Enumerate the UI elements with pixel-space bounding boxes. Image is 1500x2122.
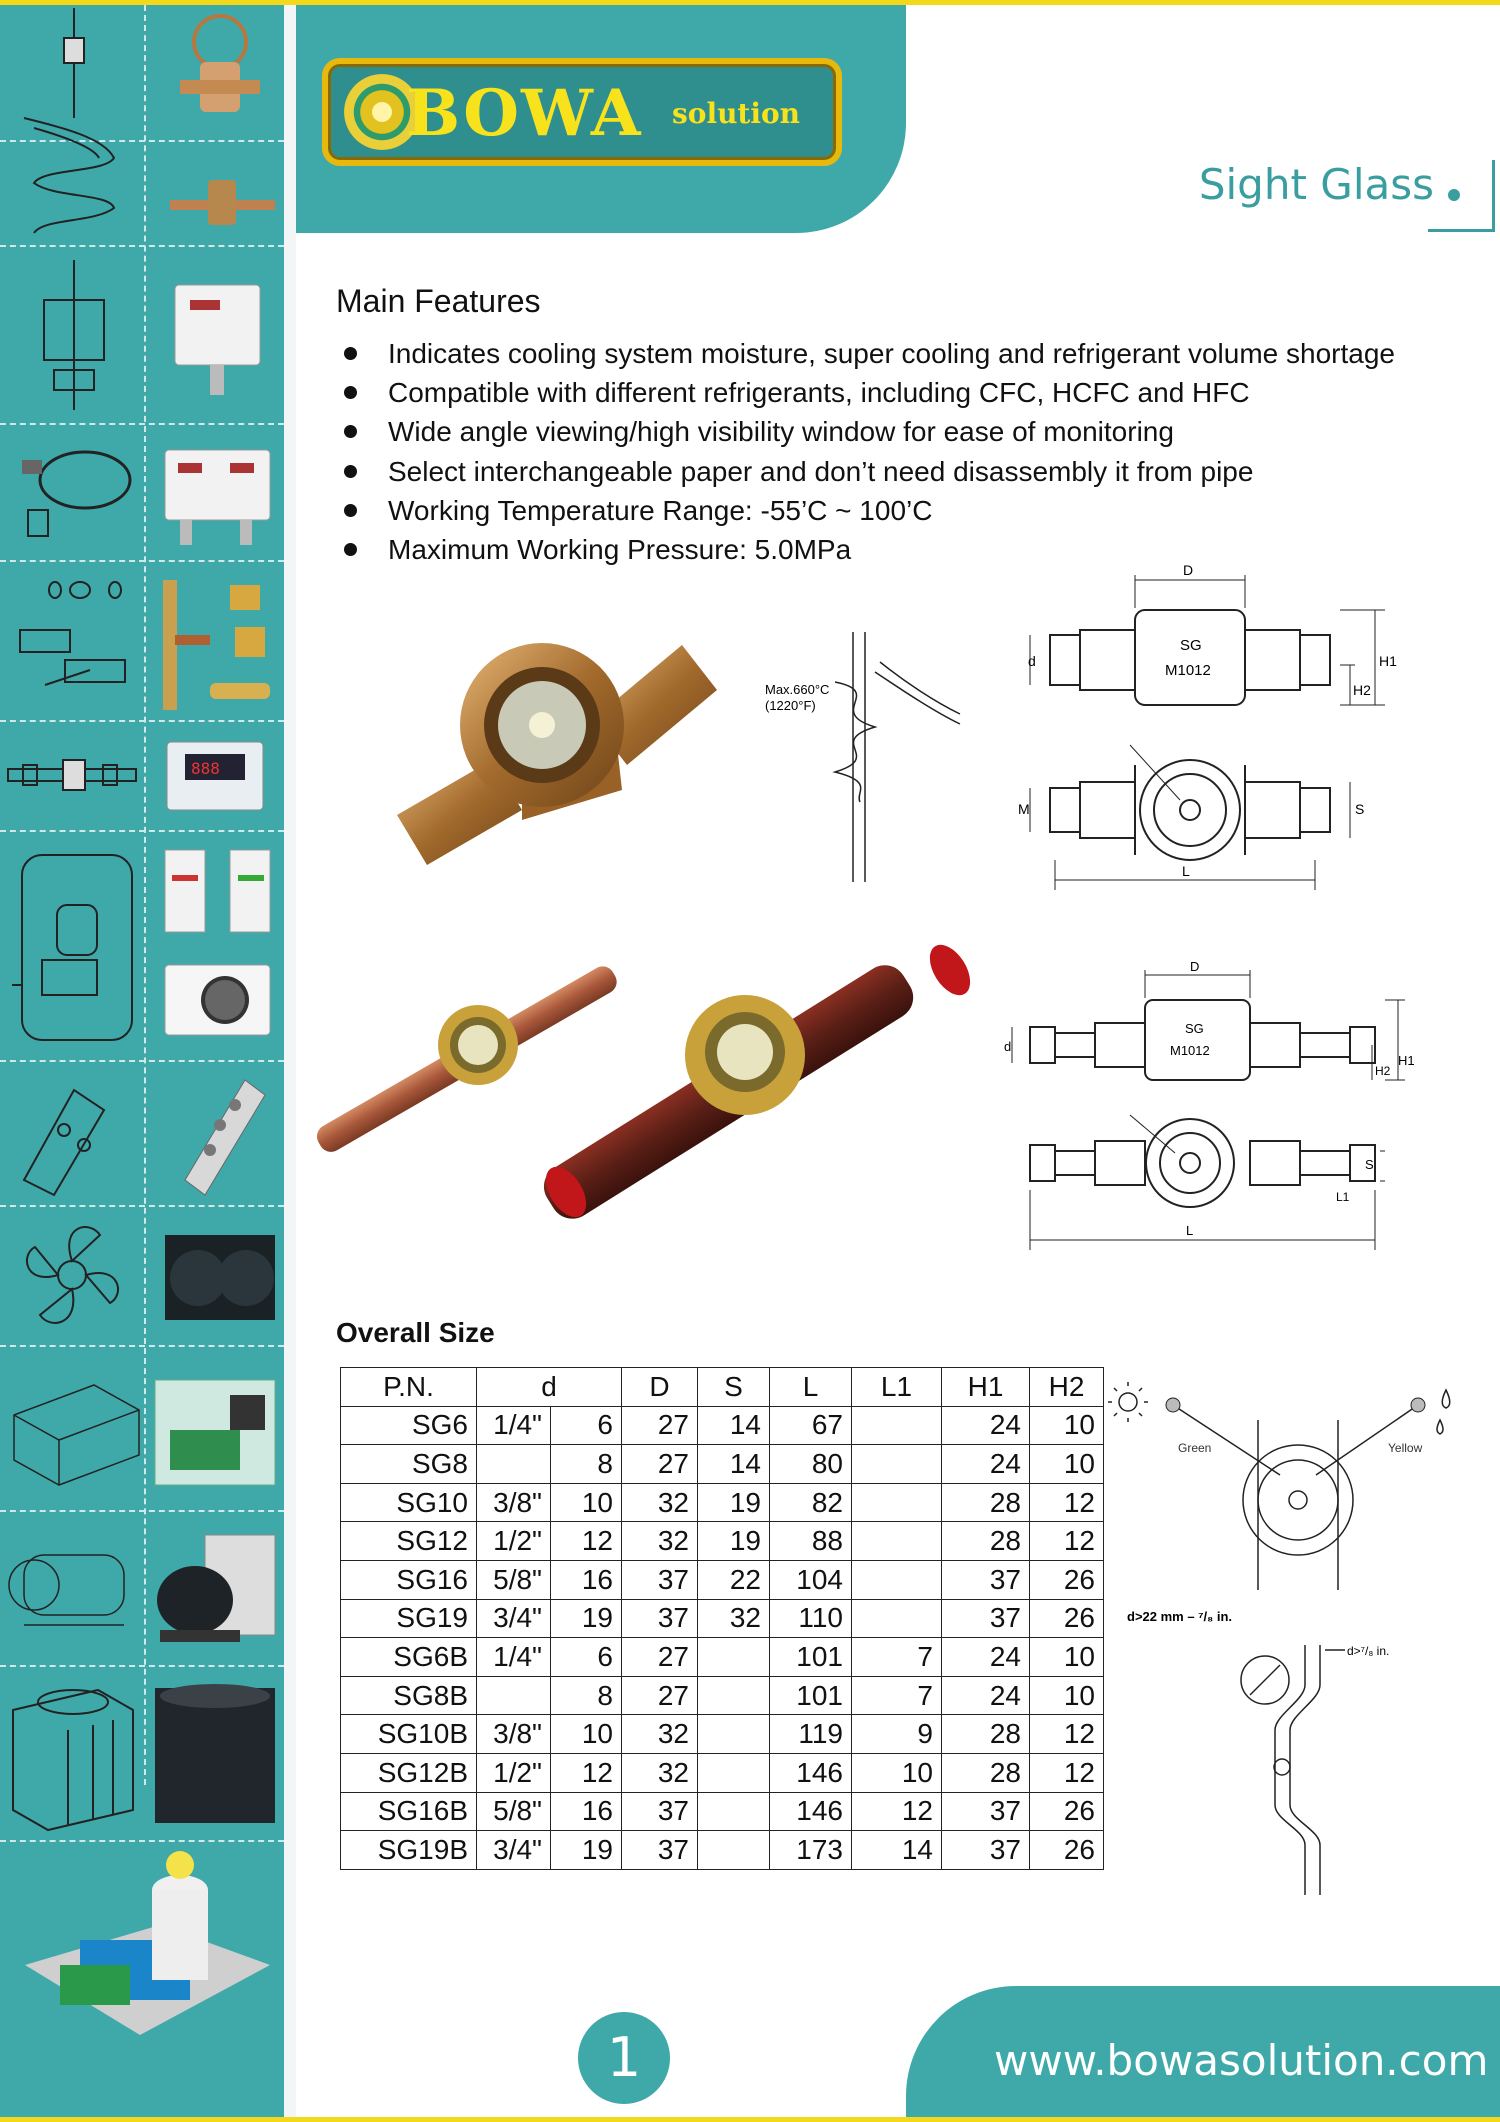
table-cell: 12 (852, 1792, 942, 1831)
pressure-control-icon (170, 280, 265, 400)
table-cell (852, 1406, 942, 1445)
table-cell: SG6B (341, 1638, 477, 1677)
table-cell: 27 (622, 1676, 698, 1715)
table-cell: 101 (770, 1676, 852, 1715)
installation-diagram (1125, 1605, 1425, 1905)
dim-H2-label: H2 (1353, 682, 1371, 698)
sight-glass-thumb-icon (8, 745, 136, 805)
table-cell: 3/4" (477, 1599, 551, 1638)
overall-size-table (340, 1367, 1104, 1870)
hermetic-compressor-icon (150, 1530, 280, 1650)
table-row (341, 1831, 1104, 1870)
table-cell: 24 (942, 1638, 1030, 1677)
sidebar-edge (284, 5, 296, 2117)
table-row (341, 1599, 1104, 1638)
table-cell: 37 (622, 1560, 698, 1599)
table-cell (852, 1560, 942, 1599)
table-cell: 6 (551, 1406, 622, 1445)
table-cell: 14 (852, 1831, 942, 1870)
logo-brand-name: BOWA (406, 76, 643, 151)
expansion-valve-icon (14, 8, 134, 238)
table-cell: 26 (1030, 1560, 1104, 1599)
steel-hinge-icon (165, 1070, 275, 1195)
indicator-yellow-label: Yellow (1388, 1441, 1423, 1455)
table-cell: 14 (698, 1445, 770, 1484)
table-cell: 7 (852, 1638, 942, 1677)
table-cell: 3/8" (477, 1715, 551, 1754)
table-cell: 82 (770, 1483, 852, 1522)
dual-pressure-control-icon (160, 445, 275, 550)
column-header: L (770, 1368, 852, 1407)
overall-size-heading: Overall Size (336, 1317, 495, 1348)
feature-item: Working Temperature Range: -55’C ~ 100’C (340, 491, 1395, 530)
dim-d-label: d (1028, 653, 1036, 669)
title-corner-bracket (1428, 160, 1495, 232)
table-cell: 37 (622, 1792, 698, 1831)
dim-H1-label: H1 (1398, 1053, 1415, 1068)
air-handler-icon (4, 1365, 142, 1495)
install-diameter-label: d>22 mm – ⁷/₈ in. (1127, 1609, 1233, 1624)
table-cell: 3/4" (477, 1831, 551, 1870)
table-cell: 26 (1030, 1831, 1104, 1870)
column-header: D (622, 1368, 698, 1407)
table-cell (698, 1792, 770, 1831)
relay-module-icon (160, 845, 275, 935)
model-series-label: SG (1180, 637, 1202, 654)
table-cell: 12 (1030, 1522, 1104, 1561)
feature-item: Select interchangeable paper and don’t need disassembly it from pipe (340, 452, 1395, 491)
outdoor-unit-icon (8, 1670, 138, 1830)
table-cell: 19 (551, 1831, 622, 1870)
table-cell: 37 (942, 1831, 1030, 1870)
table-cell: SG8 (341, 1445, 477, 1484)
table-cell: 1/2" (477, 1522, 551, 1561)
table-cell: 5/8" (477, 1792, 551, 1831)
table-row (341, 1715, 1104, 1754)
table-cell: 32 (698, 1599, 770, 1638)
table-cell: 28 (942, 1483, 1030, 1522)
pressure-switch-icon (24, 260, 124, 410)
dim-H1-label: H1 (1379, 653, 1397, 669)
table-row (341, 1792, 1104, 1831)
heat-pump-icon (150, 1668, 280, 1828)
table-cell: 27 (622, 1406, 698, 1445)
brass-fittings-icon (155, 575, 275, 715)
condenser-coil-icon (160, 1230, 280, 1325)
table-cell: 10 (1030, 1638, 1104, 1677)
dim-L-label: L (1182, 863, 1190, 879)
bottom-accent-line (0, 2117, 1500, 2122)
dim-d-label: d (1004, 1039, 1012, 1054)
table-row (341, 1560, 1104, 1599)
copper-sight-glass-photo (330, 940, 970, 1230)
brand-logo[interactable] (322, 58, 842, 166)
page-number: 1 (578, 2012, 670, 2104)
table-cell: 26 (1030, 1599, 1104, 1638)
dim-S-label: S (1365, 1157, 1374, 1172)
feature-item: Wide angle viewing/high visibility window for ease of monitoring (340, 412, 1395, 451)
table-cell: 8 (551, 1445, 622, 1484)
table-cell: 12 (551, 1753, 622, 1792)
table-cell: 88 (770, 1522, 852, 1561)
table-cell: 9 (852, 1715, 942, 1754)
table-cell (477, 1445, 551, 1484)
table-cell: 5/8" (477, 1560, 551, 1599)
table-cell: 27 (622, 1638, 698, 1677)
page-title-block (1199, 160, 1460, 209)
table-cell: 16 (551, 1792, 622, 1831)
moisture-indicator-diagram (1108, 1380, 1458, 1610)
table-row (341, 1445, 1104, 1484)
column-header: d (477, 1368, 622, 1407)
table-cell (852, 1522, 942, 1561)
brazing-diagram (765, 632, 965, 882)
flare-sight-glass-photo (392, 630, 722, 870)
table-cell: 8 (551, 1676, 622, 1715)
table-cell (477, 1676, 551, 1715)
condensing-unit-icon (150, 1370, 280, 1495)
table-cell: 67 (770, 1406, 852, 1445)
table-cell: 10 (1030, 1676, 1104, 1715)
table-cell: 37 (942, 1599, 1030, 1638)
dim-L1-label: L1 (1336, 1190, 1350, 1204)
page-title: Sight Glass (1198, 160, 1434, 209)
table-cell: 32 (622, 1522, 698, 1561)
table-cell: 24 (942, 1445, 1030, 1484)
feature-item: Maximum Working Pressure: 5.0MPa (340, 530, 1395, 569)
feature-item: Indicates cooling system moisture, super cooling and refrigerant volume shortage (340, 334, 1395, 373)
table-row (341, 1406, 1104, 1445)
dim-S-label: S (1355, 801, 1365, 817)
table-cell: SG19 (341, 1599, 477, 1638)
install-diameter-label-small: d>⁷/₈ in. (1347, 1644, 1390, 1658)
axial-fan-icon (10, 1215, 135, 1335)
table-cell: 173 (770, 1831, 852, 1870)
table-cell: 37 (942, 1792, 1030, 1831)
table-cell: SG16 (341, 1560, 477, 1599)
temp-max-label: Max.660°C (765, 682, 830, 697)
fittings-icon (10, 575, 135, 705)
table-row (341, 1522, 1104, 1561)
table-cell: 37 (942, 1560, 1030, 1599)
column-header: L1 (852, 1368, 942, 1407)
table-cell: 146 (770, 1753, 852, 1792)
table-cell (698, 1676, 770, 1715)
website-link[interactable]: www.bowasolution.com (994, 2036, 1489, 2085)
table-cell (698, 1831, 770, 1870)
feature-item: Compatible with different refrigerants, including CFC, HCFC and HFC (340, 373, 1395, 412)
table-cell: 19 (698, 1522, 770, 1561)
table-cell (698, 1638, 770, 1677)
model-code-label: M1012 (1165, 662, 1211, 679)
compressor-icon (12, 845, 137, 1050)
logo-brand-sub: solution (672, 97, 801, 130)
table-cell: SG10 (341, 1483, 477, 1522)
table-cell: 14 (698, 1406, 770, 1445)
table-cell: 28 (942, 1522, 1030, 1561)
table-row (341, 1638, 1104, 1677)
table-cell: 22 (698, 1560, 770, 1599)
table-cell: 80 (770, 1445, 852, 1484)
temp-fahrenheit-label: (1220°F) (765, 698, 816, 713)
table-cell: 6 (551, 1638, 622, 1677)
table-row (341, 1676, 1104, 1715)
hinge-icon (14, 1070, 134, 1195)
evaporator-unit-icon (160, 960, 275, 1040)
table-row (341, 1483, 1104, 1522)
table-cell: 1/2" (477, 1753, 551, 1792)
table-header-row (341, 1368, 1104, 1407)
table-cell: 24 (942, 1676, 1030, 1715)
table-cell: 19 (698, 1483, 770, 1522)
table-cell: SG8B (341, 1676, 477, 1715)
table-cell: 101 (770, 1638, 852, 1677)
table-cell: 10 (551, 1483, 622, 1522)
table-cell: 28 (942, 1753, 1030, 1792)
table-cell: 16 (551, 1560, 622, 1599)
dim-D-label: D (1183, 562, 1194, 578)
table-cell: 27 (622, 1445, 698, 1484)
flare-dimension-drawing (1010, 562, 1397, 900)
table-cell: SG12B (341, 1753, 477, 1792)
table-cell: 12 (551, 1522, 622, 1561)
table-cell: 12 (1030, 1715, 1104, 1754)
dim-M-label: M (1018, 801, 1030, 817)
table-body (341, 1406, 1104, 1869)
table-cell (852, 1483, 942, 1522)
table-cell (698, 1753, 770, 1792)
table-cell: 28 (942, 1715, 1030, 1754)
table-cell: 32 (622, 1715, 698, 1754)
table-cell: 32 (622, 1483, 698, 1522)
motor-unit-icon (4, 1525, 142, 1645)
table-cell: 119 (770, 1715, 852, 1754)
chiller-system-icon (20, 1845, 275, 2040)
table-cell: SG10B (341, 1715, 477, 1754)
controller-icon (165, 740, 265, 812)
table-cell: 1/4" (477, 1638, 551, 1677)
column-header: S (698, 1368, 770, 1407)
features-list (340, 334, 1395, 569)
svg-text:888: 888 (191, 759, 220, 778)
solder-dimension-drawing (1000, 959, 1415, 1255)
table-cell: SG12 (341, 1522, 477, 1561)
table-cell: 7 (852, 1676, 942, 1715)
table-cell: 110 (770, 1599, 852, 1638)
table-cell: SG16B (341, 1792, 477, 1831)
capillary-hose-icon (10, 440, 135, 540)
table-cell: 10 (1030, 1445, 1104, 1484)
table-cell: SG6 (341, 1406, 477, 1445)
table-row (341, 1753, 1104, 1792)
table-cell (698, 1715, 770, 1754)
table-cell: 3/8" (477, 1483, 551, 1522)
thermal-valve-icon (170, 12, 270, 132)
dim-D-label: D (1190, 959, 1200, 974)
table-cell: 24 (942, 1406, 1030, 1445)
model-code-label: M1012 (1170, 1043, 1210, 1058)
table-cell: 19 (551, 1599, 622, 1638)
column-header: H1 (942, 1368, 1030, 1407)
table-cell (852, 1445, 942, 1484)
table-cell: 26 (1030, 1792, 1104, 1831)
table-cell (852, 1599, 942, 1638)
solenoid-valve-icon (170, 160, 275, 240)
dim-H2-label: H2 (1375, 1064, 1391, 1078)
table-cell: 10 (551, 1715, 622, 1754)
dim-L-label: L (1186, 1223, 1194, 1238)
table-cell: 37 (622, 1831, 698, 1870)
table-cell: 1/4" (477, 1406, 551, 1445)
table-cell: 10 (852, 1753, 942, 1792)
table-cell: 146 (770, 1792, 852, 1831)
table-cell: 32 (622, 1753, 698, 1792)
table-cell: 12 (1030, 1753, 1104, 1792)
features-heading: Main Features (336, 283, 541, 319)
table-cell: 10 (1030, 1406, 1104, 1445)
column-header: H2 (1030, 1368, 1104, 1407)
table-cell: 104 (770, 1560, 852, 1599)
column-header: P.N. (341, 1368, 477, 1407)
indicator-green-label: Green (1178, 1441, 1212, 1455)
table-cell: 37 (622, 1599, 698, 1638)
table-cell: 12 (1030, 1483, 1104, 1522)
table-cell: SG19B (341, 1831, 477, 1870)
model-series-label: SG (1185, 1021, 1204, 1036)
